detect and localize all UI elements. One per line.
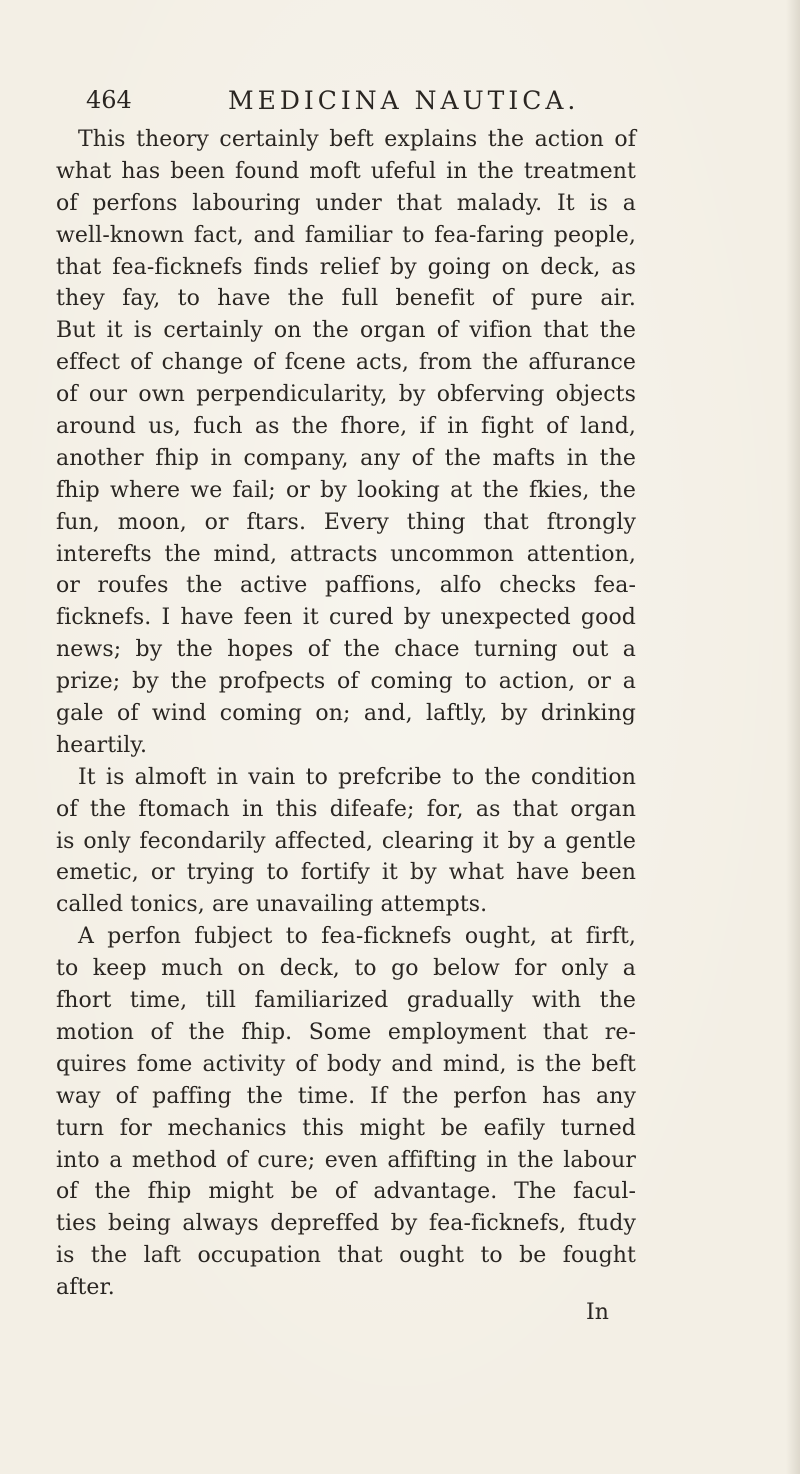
text-line: ficknefs. I have feen it cured by unexpected good bbox=[56, 605, 636, 631]
page-number: 464 bbox=[86, 86, 132, 114]
page-header bbox=[86, 86, 646, 126]
text-line: into a method of cure; even affifting in the labour bbox=[56, 1147, 636, 1173]
page-edge-shadow bbox=[786, 0, 800, 1474]
text-line: But it is certainly on the organ of vifion that the bbox=[56, 318, 636, 344]
text-line: fhort time, till familiarized gradually with the bbox=[56, 988, 636, 1014]
text-line: way of paffing the time. If the perfon has any bbox=[56, 1083, 636, 1109]
text-line: It is almoft in vain to prefcribe to the condition bbox=[78, 764, 636, 790]
text-line: This theory certainly beft explains the action of bbox=[78, 127, 636, 152]
text-line: A perfon fubject to fea-ficknefs ought, at firft, bbox=[78, 924, 636, 950]
text-line: emetic, or trying to fortify it by what have been bbox=[56, 860, 636, 886]
body-text bbox=[56, 124, 636, 1304]
text-line: to keep much on deck, to go below for only a bbox=[56, 956, 636, 982]
text-line: prize; by the profpects of coming to action, or a bbox=[56, 669, 636, 695]
text-line: interefts the mind, attracts uncommon attention, bbox=[56, 541, 636, 567]
text-line: around us, fuch as the fhore, if in fight of land, bbox=[56, 414, 636, 440]
text-line: what has been found moft ufeful in the treatment bbox=[56, 158, 636, 184]
text-line: heartily. bbox=[56, 732, 148, 758]
text-line: they fay, to have the full benefit of pure air. bbox=[56, 286, 636, 312]
text-line: ties being always depreffed by fea-ficknefs, ftudy bbox=[56, 1211, 636, 1237]
text-line: motion of the fhip. Some employment that re- bbox=[56, 1019, 636, 1045]
catchword: In bbox=[586, 1300, 609, 1325]
text-line: fun, moon, or ftars. Every thing that ftrongly bbox=[56, 509, 636, 535]
text-line: of the fhip might be of advantage. The facul- bbox=[56, 1179, 636, 1205]
text-line: or roufes the active paffions, alfo checks fea- bbox=[56, 573, 636, 599]
text-line: of the ftomach in this difeafe; for, as that organ bbox=[56, 796, 636, 822]
text-line: effect of change of fcene acts, from the affurance bbox=[56, 350, 636, 376]
text-line: after. bbox=[56, 1275, 115, 1301]
text-line: gale of wind coming on; and, laftly, by drinking bbox=[56, 701, 636, 727]
text-line: turn for mechanics this might be eafily turned bbox=[56, 1115, 636, 1141]
text-line: is only fecondarily affected, clearing it by a gentle bbox=[56, 828, 636, 854]
text-line: quires fome activity of body and mind, is the beft bbox=[56, 1051, 636, 1077]
text-line: fhip where we fail; or by looking at the fkies, the bbox=[56, 477, 636, 503]
text-line: is the laft occupation that ought to be fought bbox=[56, 1243, 636, 1269]
text-line: called tonics, are unavailing attempts. bbox=[56, 892, 488, 918]
text-line: news; by the hopes of the chace turning out a bbox=[56, 637, 636, 663]
running-head: MEDICINA NAUTICA. bbox=[228, 86, 580, 115]
text-line: of our own perpendicularity, by obferving objects bbox=[56, 382, 636, 408]
text-line: of perfons labouring under that malady. It is a bbox=[56, 190, 636, 216]
text-line: well-known fact, and familiar to fea-faring people, bbox=[56, 222, 636, 248]
text-line: that fea-ficknefs finds relief by going on deck, as bbox=[56, 254, 636, 280]
text-line: another fhip in company, any of the mafts in the bbox=[56, 445, 636, 471]
